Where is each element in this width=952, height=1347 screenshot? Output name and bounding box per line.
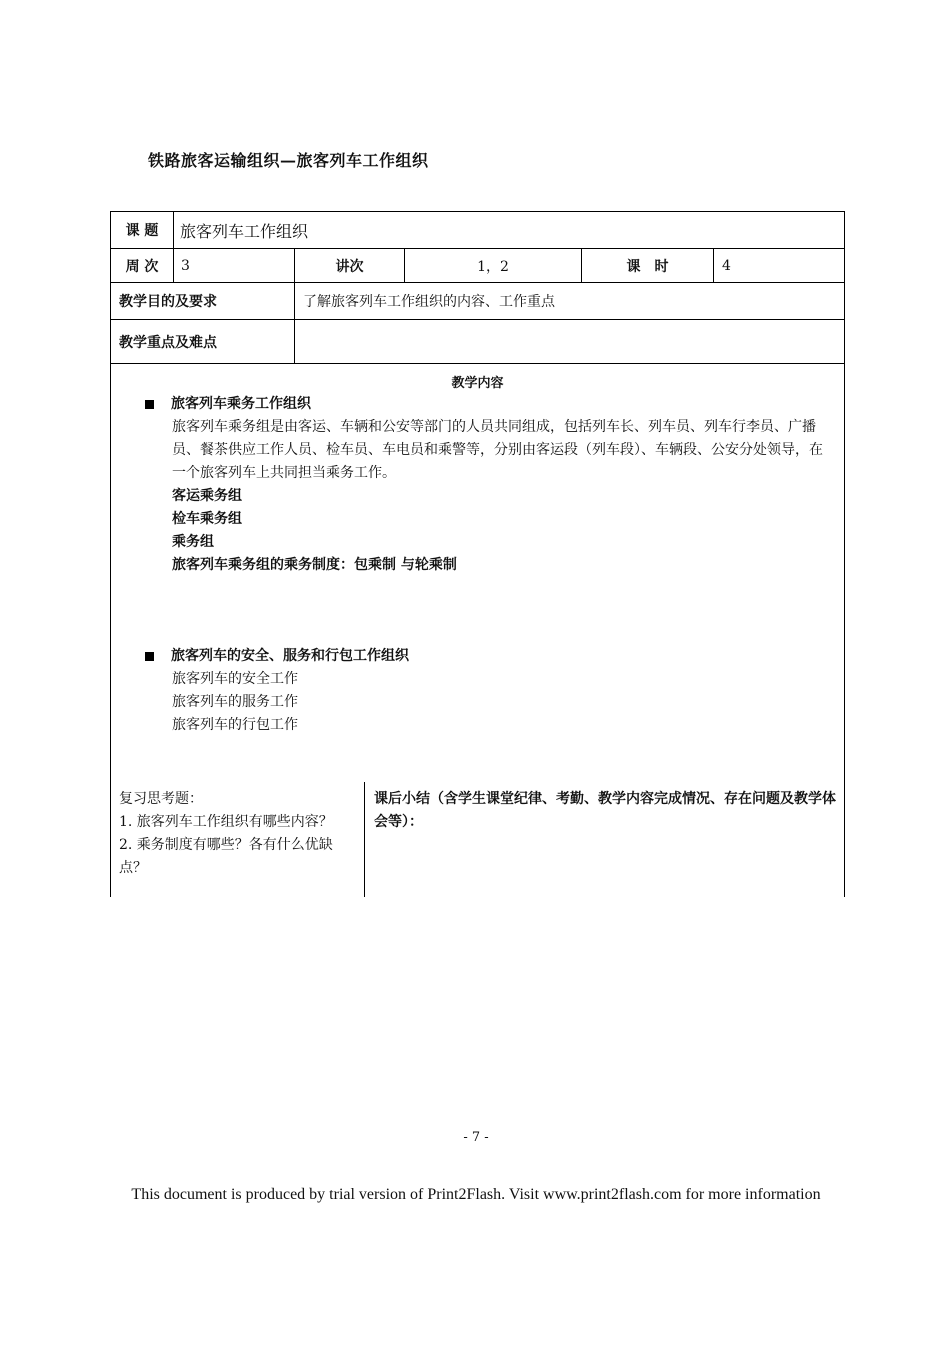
square-bullet-icon: [145, 400, 154, 409]
keypoints-label: 教学重点及难点: [119, 334, 217, 351]
section1-item: 旅客列车乘务组的乘务制度：包乘制 与轮乘制: [172, 557, 457, 573]
square-bullet-icon: [145, 652, 154, 661]
week-label: 周 次: [125, 258, 159, 275]
section1-title: [145, 393, 311, 416]
teaching-content: [111, 364, 844, 774]
objectives-label: 教学目的及要求: [119, 294, 217, 310]
document-title: 铁路旅客运输组织—旅客列车工作组织: [148, 151, 429, 170]
lecture-value: 1，2: [404, 249, 581, 282]
after-class-summary: [365, 782, 844, 897]
trial-footer: This document is produced by trial version of Print2Flash. Visit www.print2flash.com for more information: [131, 1186, 821, 1203]
review-question: 1. 旅客列车工作组织有哪些内容？: [119, 814, 333, 830]
section2-item: 旅客列车的安全工作: [172, 671, 298, 687]
review-question: 2. 乘务制度有哪些？各有什么优缺点？: [119, 837, 333, 876]
section1-item: 客运乘务组: [172, 488, 242, 504]
hours-label: 课 时: [581, 249, 713, 282]
content-heading: 教学内容: [451, 376, 504, 391]
objectives-row: [111, 283, 844, 320]
objectives-value: 了解旅客列车工作组织的内容、工作重点: [294, 283, 844, 319]
topic-row: [111, 212, 844, 249]
lesson-plan-table: [110, 211, 845, 897]
section1-title-text: 旅客列车乘务工作组织: [171, 396, 311, 412]
review-questions: [111, 782, 365, 897]
section2-item: 旅客列车的行包工作: [172, 717, 298, 733]
topic-value: 旅客列车工作组织: [173, 212, 844, 248]
page-number: - 7 -: [463, 1130, 489, 1145]
hours-value: 4: [713, 249, 844, 282]
section1-paragraph: 旅客列车乘务组是由客运、车辆和公安等部门的人员共同组成，包括列车长、列车员、列车行李员、广播员、餐茶供应工作人员、检车员、车电员和乘警等，分别由客运段（列车段）、车辆段、公安分处领导，在一个旅客列车上共同担当乘务工作。: [172, 419, 823, 481]
week-value: 3: [173, 249, 294, 282]
keypoints-row: [111, 320, 844, 364]
schedule-row: [111, 249, 844, 283]
keypoints-value: [294, 320, 844, 363]
section1-item: 检车乘务组: [172, 511, 242, 527]
topic-label: 课 题: [125, 223, 159, 239]
section2-title: [145, 645, 409, 668]
section2-title-text: 旅客列车的安全、服务和行包工作组织: [171, 648, 409, 664]
lecture-label: 讲次: [294, 249, 404, 282]
section2-item: 旅客列车的服务工作: [172, 694, 298, 710]
review-title: 复习思考题：: [119, 791, 203, 807]
section1-item: 乘务组: [172, 534, 214, 550]
summary-title: 课后小结（含学生课堂纪律、考勤、教学内容完成情况、存在问题及教学体会等）：: [374, 791, 836, 830]
